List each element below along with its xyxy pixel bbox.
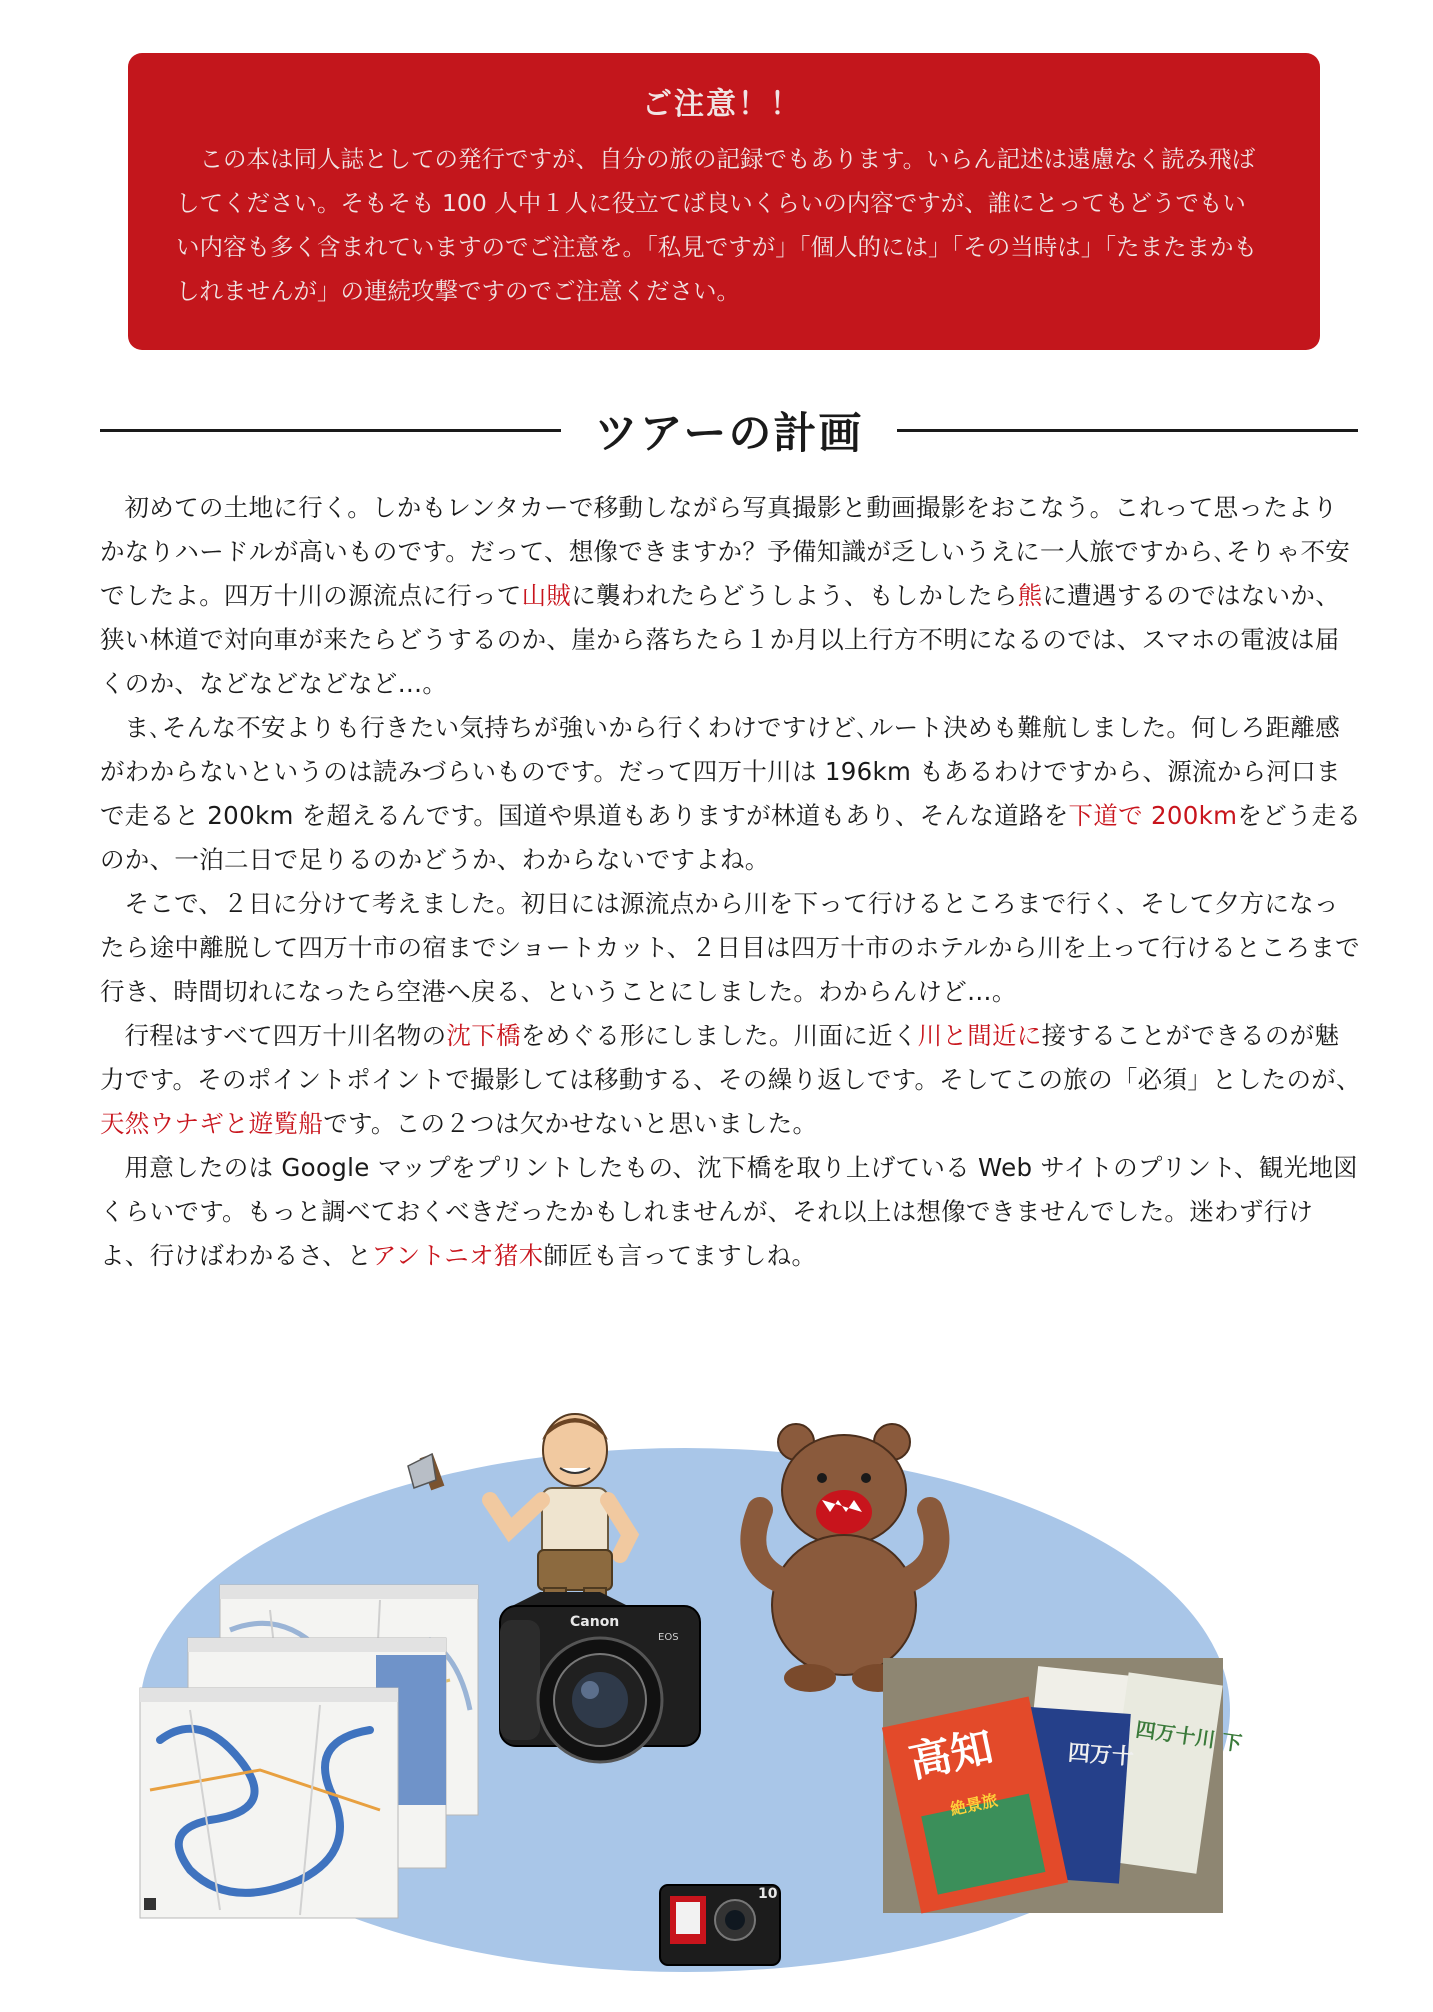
highlight-bandit: 山賊 <box>521 581 572 610</box>
text-run: 師匠も言ってますしね。 <box>543 1241 817 1270</box>
action-cam-label: 10 <box>758 1886 778 1902</box>
illustration-collage <box>130 1410 1244 1980</box>
article-body <box>100 486 1362 1278</box>
notice-title: ご注意！！ <box>642 87 802 122</box>
text-run: そこで、２日に分けて考えました。初日には源流点から川を下って行けるところまで行く、そして夕方になったら途中離脱して四万十市の宿までショートカット、２日目は四万十市のホテルから川を上って行けるところまで行き、時間切れになったら空港へ戻る、ということにしました。わからんけど…。 <box>100 889 1360 1006</box>
text-run: 初めての土地に行く。しかもレンタカーで移動しながら写真撮影と動画撮影をおこなう。これって思ったよりかなりハードルが高いものです。だって、想像できますか？予備知識が乏しいうえに一人旅ですから､そりゃ不安でしたよ。四万十川の源流点に行って <box>100 493 1351 610</box>
text-run: ま､そんな不安よりも行きたい気持ちが強いから行くわけですけど､ルート決めも難航しました。何しろ距離感がわからないというのは読みづらいものです。だって四万十川は 196km もあるわけですから、源流から河口まで走ると 200km を超えるんです。国道や県道もありますが林道もあり、そんな道路を <box>100 713 1341 830</box>
map-sheet-front <box>140 1688 398 1918</box>
text-run: です。この２つは欠かせないと思いました。 <box>323 1109 818 1138</box>
camera-model: EOS <box>658 1632 679 1643</box>
text-run: 接することができるのが魅力です。そのポイントポイントで撮影しては移動する、その繰り返しです。そしてこの旅の「必須」としたのが、 <box>100 1021 1361 1094</box>
text-run: 行程はすべて四万十川名物の <box>124 1021 447 1050</box>
highlight-inoki: アントニオ猪木 <box>371 1241 544 1270</box>
paragraph-1 <box>100 486 1362 706</box>
camera-illustration <box>500 1592 700 1762</box>
notice-box <box>128 53 1320 350</box>
heading-rule-right <box>897 429 1358 432</box>
guidebook-badge: 絶景旅 <box>948 1790 1000 1820</box>
guidebooks-photo <box>882 1658 1244 1914</box>
action-camera-illustration <box>660 1885 780 1965</box>
highlight-local-roads: 下道で 200km <box>1068 801 1238 830</box>
highlight-near-river: 川と間近に <box>917 1021 1042 1050</box>
text-run: をめぐる形にしました。川面に近く <box>520 1021 918 1050</box>
text-run: に襲われたらどうしよう、もしかしたら <box>571 581 1018 610</box>
guidebook-sub: 四万十 <box>1067 1740 1135 1771</box>
paragraph-3 <box>100 882 1362 1014</box>
paragraph-5 <box>100 1146 1362 1278</box>
section-heading: ツアーの計画 <box>594 408 864 459</box>
notice-body: この本は同人誌としての発行ですが、自分の旅の記録でもあります。いらん記述は遠慮なく読み飛ばしてください。そもそも 100 人中１人に役立てば良いくらいの内容ですが、誰にとってもどうでもいい内容も多く含まれていますのでご注意を。「私見ですが」「個人的には」「その当時は」「たまたまかもしれませんが」の連続攻撃ですのでご注意ください。 <box>176 145 1257 305</box>
text-run: に遭遇するのではないか、狭い林道で対向車が来たらどうするのか、崖から落ちたら１か月以上行方不明になるのでは、スマホの電波は届くのか、などなどなどなど…。 <box>100 581 1341 698</box>
camera-brand: Canon <box>570 1614 620 1630</box>
illustration-svg <box>130 1410 1244 1980</box>
text-run: をどう走るのか、一泊二日で足りるのかどうか、わからないですよね。 <box>100 801 1362 874</box>
heading-rule-left <box>100 429 561 432</box>
section-heading-row <box>100 400 1358 460</box>
highlight-bear: 熊 <box>1017 581 1043 610</box>
highlight-eel-boat: 天然ウナギと遊覧船 <box>100 1109 324 1138</box>
guidebook-title: 高知 <box>904 1721 998 1788</box>
book-title: 四万十川 下 <box>1134 1717 1244 1756</box>
text-run: 用意したのは Google マップをプリントしたもの、沈下橋を取り上げている Web サイトのプリント、観光地図くらいです。もっと調べておくべきだったかもしれませんが、それ以上は想像できませんでした。迷わず行けよ、行けばわかるさ、と <box>100 1153 1358 1270</box>
highlight-chinkabashi: 沈下橋 <box>446 1021 521 1050</box>
paragraph-2 <box>100 706 1362 882</box>
paragraph-4 <box>100 1014 1362 1146</box>
